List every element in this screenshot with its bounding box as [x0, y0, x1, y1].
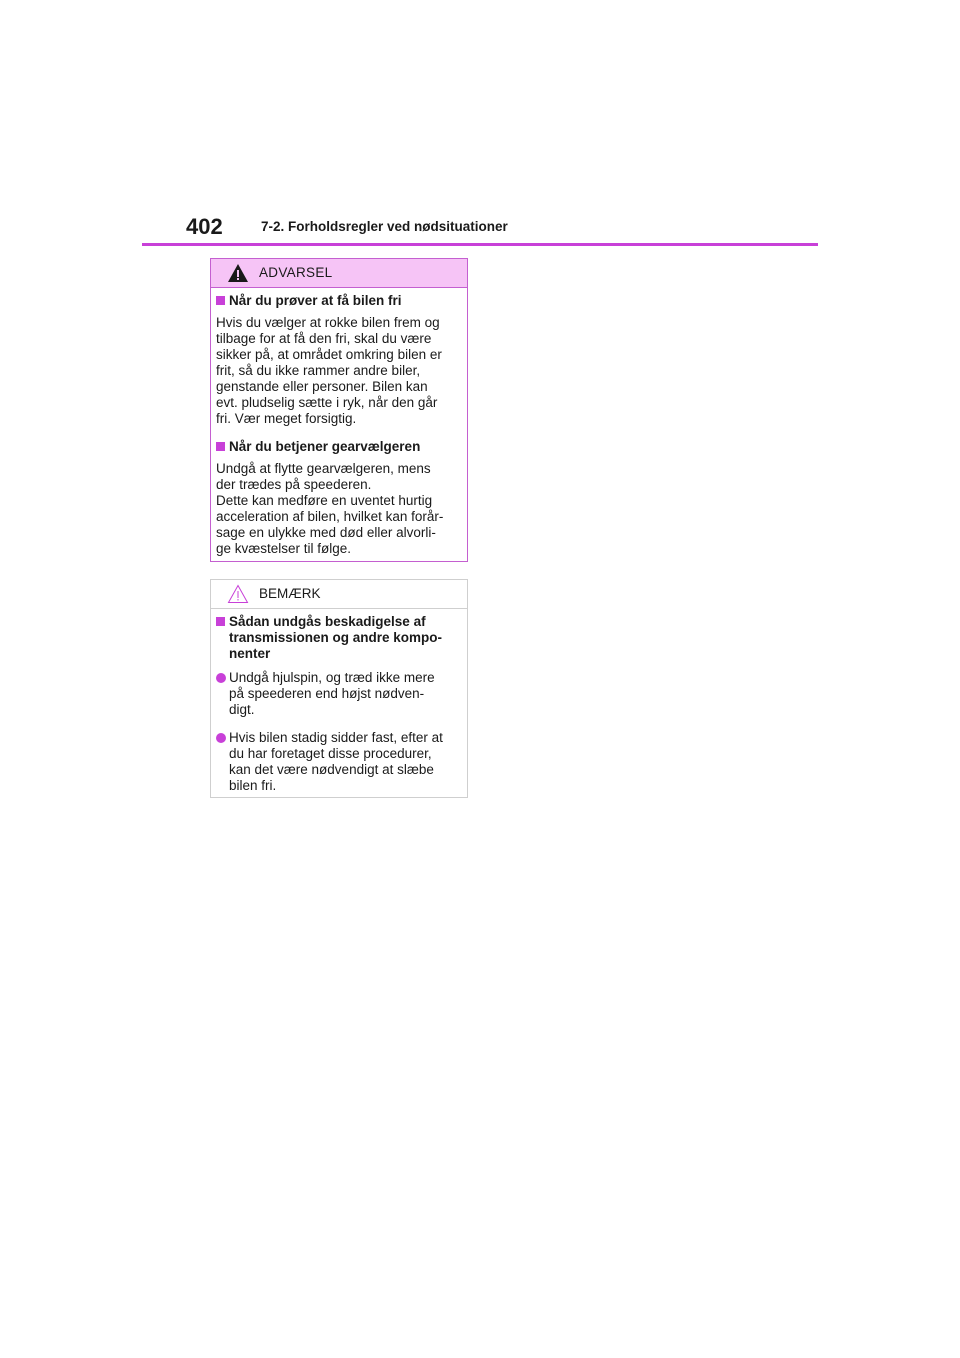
- warning-paragraph-1: Hvis du vælger at rokke bilen frem og tilbage for at få den fri, skal du være sikker på, at området omkring bilen er frit, så du ikke rammer andre biler, genstande eller personer. Bilen kan evt. pludselig sætte i ryk, når den går fri. Vær meget forsigtig.: [216, 315, 442, 426]
- warning-box-header: [211, 259, 467, 288]
- warning-triangle-filled-icon: [227, 263, 249, 283]
- circle-bullet-icon: [216, 733, 226, 743]
- notice-box-title: BEMÆRK: [259, 586, 321, 601]
- notice-heading: Sådan undgås beskadigelse af transmissionen og andre kompo- nenter: [216, 614, 461, 662]
- header-rule: [142, 243, 818, 246]
- circle-bullet-icon: [216, 673, 226, 683]
- warning-box: [210, 258, 468, 562]
- notice-bullet-2: Hvis bilen stadig sidder fast, efter at du har foretaget disse procedurer, kan det være nødvendigt at slæbe bilen fri.: [216, 730, 461, 794]
- square-bullet-icon: [216, 442, 225, 451]
- page-number: 402: [186, 214, 223, 239]
- warning-box-title: ADVARSEL: [259, 265, 333, 280]
- notice-box: [210, 579, 468, 798]
- warning-box-content: [211, 288, 467, 557]
- notice-box-content: [211, 609, 467, 794]
- section-title: 7-2. Forholdsregler ved nødsituationer: [261, 219, 508, 234]
- notice-bullet-1: Undgå hjulspin, og træd ikke mere på speederen end højst nødven- digt.: [216, 670, 461, 718]
- warning-heading-2: Når du betjener gearvælgeren: [216, 439, 461, 455]
- warning-paragraph-2: Undgå at flytte gearvælgeren, mens der trædes på speederen. Dette kan medføre en uventet hurtig acceleration af bilen, hvilket kan forår- sage en ulykke med død eller alvorli- ge kvæstelser til følge.: [216, 461, 444, 556]
- warning-heading-1: Når du prøver at få bilen fri: [216, 293, 461, 309]
- square-bullet-icon: [216, 617, 225, 626]
- notice-box-header: [211, 580, 467, 609]
- warning-triangle-outline-icon: [227, 584, 249, 604]
- square-bullet-icon: [216, 296, 225, 305]
